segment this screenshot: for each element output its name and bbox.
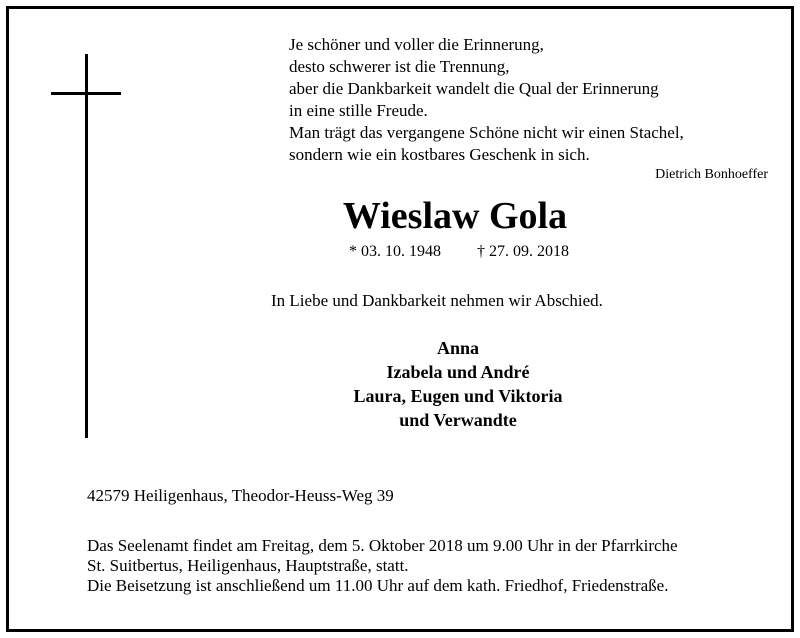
poem-line: desto schwerer ist die Trennung, — [289, 57, 510, 76]
poem-line: aber die Dankbarkeit wandelt die Qual der Erinnerung — [289, 79, 659, 98]
family-address: 42579 Heiligenhaus, Theodor-Heuss-Weg 39 — [87, 486, 394, 505]
life-dates — [349, 242, 569, 262]
service-line: Das Seelenamt findet am Freitag, dem 5. Oktober 2018 um 9.00 Uhr in der Pfarrkirche — [87, 536, 678, 555]
poem-line: sondern wie ein kostbares Geschenk in sich. — [289, 145, 590, 164]
service-line: St. Suitbertus, Heiligenhaus, Hauptstraße, statt. — [87, 556, 409, 575]
service-info — [87, 536, 678, 596]
mourner-line: Izabela und André — [386, 362, 530, 382]
mourner-line: und Verwandte — [399, 410, 517, 430]
poem-author: Dietrich Bonhoeffer — [655, 167, 768, 182]
mourner-line: Laura, Eugen und Viktoria — [353, 386, 563, 406]
service-line: Die Beisetzung ist anschließend um 11.00 Uhr auf dem kath. Friedhof, Friedenstraße. — [87, 576, 669, 595]
deceased-name: Wieslaw Gola — [342, 195, 568, 237]
farewell-text: In Liebe und Dankbarkeit nehmen wir Abschied. — [271, 291, 603, 310]
poem-quote — [289, 34, 684, 166]
mourner-line: Anna — [436, 338, 480, 358]
mourners-list — [0, 336, 800, 432]
poem-line: Je schöner und voller die Erinnerung, — [289, 35, 544, 54]
death-date: † 27. 09. 2018 — [477, 243, 569, 260]
poem-line: Man trägt das vergangene Schöne nicht wir einen Stachel, — [289, 123, 684, 142]
poem-line: in eine stille Freude. — [289, 101, 428, 120]
birth-date: * 03. 10. 1948 — [349, 243, 441, 260]
